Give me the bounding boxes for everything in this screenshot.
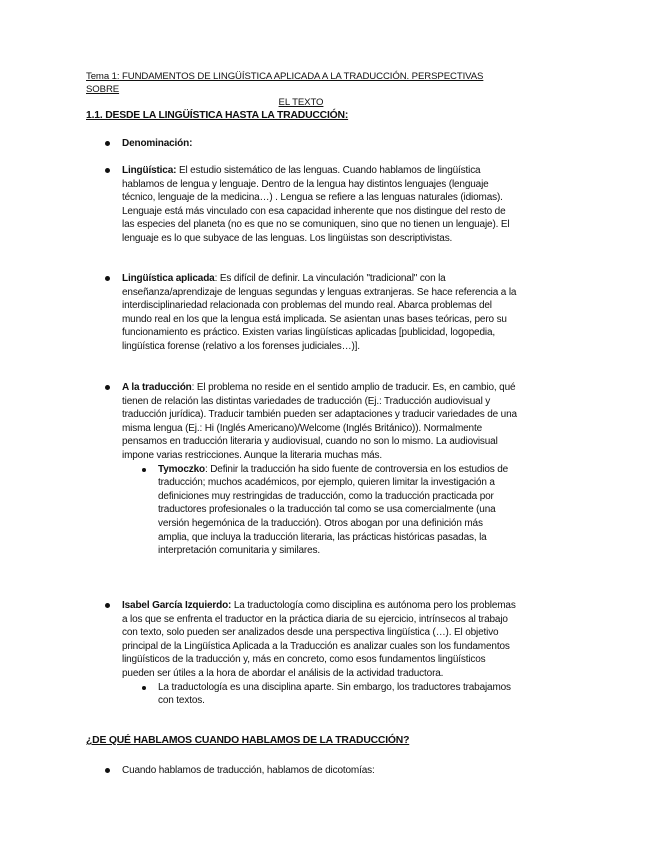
bullet-icon	[142, 468, 146, 472]
section-heading-1: 1.1. DESDE LA LINGÜÍSTICA HASTA LA TRADUCCIÓN:	[86, 110, 349, 121]
sub-item-text: : Definir la traducción ha sido fuente de controversia en los estudios de traducción; muchos académicos, por ejemplo, quieren limitar la investigación a definiciones muy restringidas de traducción, como la traducción practicada por traductores profesionales o la traducción tal como se usa comercialmente (una versión hegemónica de la traducción). Otros abogan por una definición más amplia, que incluya la traducción literaria, las prácticas históricas pasadas, la interpretación comunitaria y similares.	[158, 463, 509, 557]
sub-list-item-tymoczko	[158, 463, 515, 558]
item-text: La traductología como disciplina es autónoma pero los problemas a los que se enfrenta el traductor en la práctica diaria de su ejercicio, intrínsecos al trabajo con texto, solo pueden ser analizados desde una perspectiva lingüística (…). El objetivo principal de la Lingüística Aplicada a la Traducción es analizar cuales son los fundamentos lingüísticos de la traducción y, más en concreto, como esos fundamentos lingüísticos pueden ser útiles a la hora de abordar el análisis de la actividad traductora.	[122, 600, 516, 679]
item-term: A la traducción	[122, 382, 192, 393]
item-text: Cuando hablamos de traducción, hablamos de dicotomías:	[122, 765, 375, 776]
bullet-icon	[105, 603, 110, 608]
title-line-1: Tema 1: FUNDAMENTOS DE LINGÜÍSTICA APLICADA A LA TRADUCCIÓN. PERSPECTIVAS SOBRE	[86, 71, 484, 95]
bullet-icon	[105, 385, 110, 390]
bullet-icon	[142, 686, 146, 690]
item-term: Denominación:	[122, 138, 193, 149]
bullet-icon	[105, 768, 110, 773]
item-term: Isabel García Izquierdo:	[122, 600, 232, 611]
bullet-icon	[105, 276, 110, 281]
list-item-a-la-traduccion	[122, 381, 517, 558]
list-item-linguistica	[122, 164, 517, 246]
sub-item-text: La traductología es una disciplina aparte. Sin embargo, los traductores trabajamos con textos.	[158, 681, 511, 707]
item-text: El estudio sistemático de las lenguas. Cuando hablamos de lingüística hablamos de lengua y lenguaje. Dentro de la lengua hay distintos lenguajes (lenguaje técnico, lenguaje de la medicina…) . Lengua se refiere a las lenguas naturales (idiomas). Lenguaje está más vinculado con esa capacidad inherente que nos distingue del resto de las especies del planeta (no es que no se comuniquen, sino que no tienen un lenguaje). El lenguaje es lo que subyace de las lenguas. Los lingüistas son descriptivistas.	[122, 165, 510, 244]
list-item-isabel-garcia	[122, 599, 517, 708]
bullet-icon	[105, 141, 110, 146]
sub-list-item-traductologia	[158, 681, 515, 708]
list-item-dicotomias	[122, 764, 517, 778]
bullet-icon	[105, 168, 110, 173]
item-term: Lingüística aplicada	[122, 273, 215, 284]
list-item-linguistica-aplicada	[122, 272, 517, 354]
sub-item-term: Tymoczko	[158, 463, 205, 475]
list-item-denominacion	[122, 137, 517, 151]
item-text: : Es difícil de definir. La vinculación "tradicional" con la enseñanza/aprendizaje de lenguas segundas y lenguas extranjeras. Se hace referencia a la interdisciplinariedad relacionada con problemas del mundo real. Abarca problemas del mundo real en los que la lengua está implicada. Se asientan unas bases teóricas, pero su funcionamiento es práctico. Existen varias lingüísticas aplicadas [publicidad, logopedia, lingüística forense (relativo a los forenses judiciales…)].	[122, 273, 517, 352]
section-heading-2: ¿DE QUÉ HABLAMOS CUANDO HABLAMOS DE LA TRADUCCIÓN?	[86, 735, 410, 746]
item-text: : El problema no reside en el sentido amplio de traducir. Es, en cambio, qué tienen de relación las distintas variedades de traducción (Ej.: Traducción audiovisual y traducción jurídica). Traducir también pueden ser adaptaciones y traducir variedades de una misma lengua (Ej.: Hi (Inglés Americano)/Welcome (Inglés Británico)). Normalmente pensamos en traducción literaria y audiovisual, cuando no son lo mismo. La audiovisual impone varias restricciones. Aunque la literaria muchas más.	[122, 382, 517, 461]
item-term: Lingüística:	[122, 165, 177, 176]
title-line-2: EL TEXTO	[278, 97, 324, 108]
document-title	[86, 70, 516, 109]
